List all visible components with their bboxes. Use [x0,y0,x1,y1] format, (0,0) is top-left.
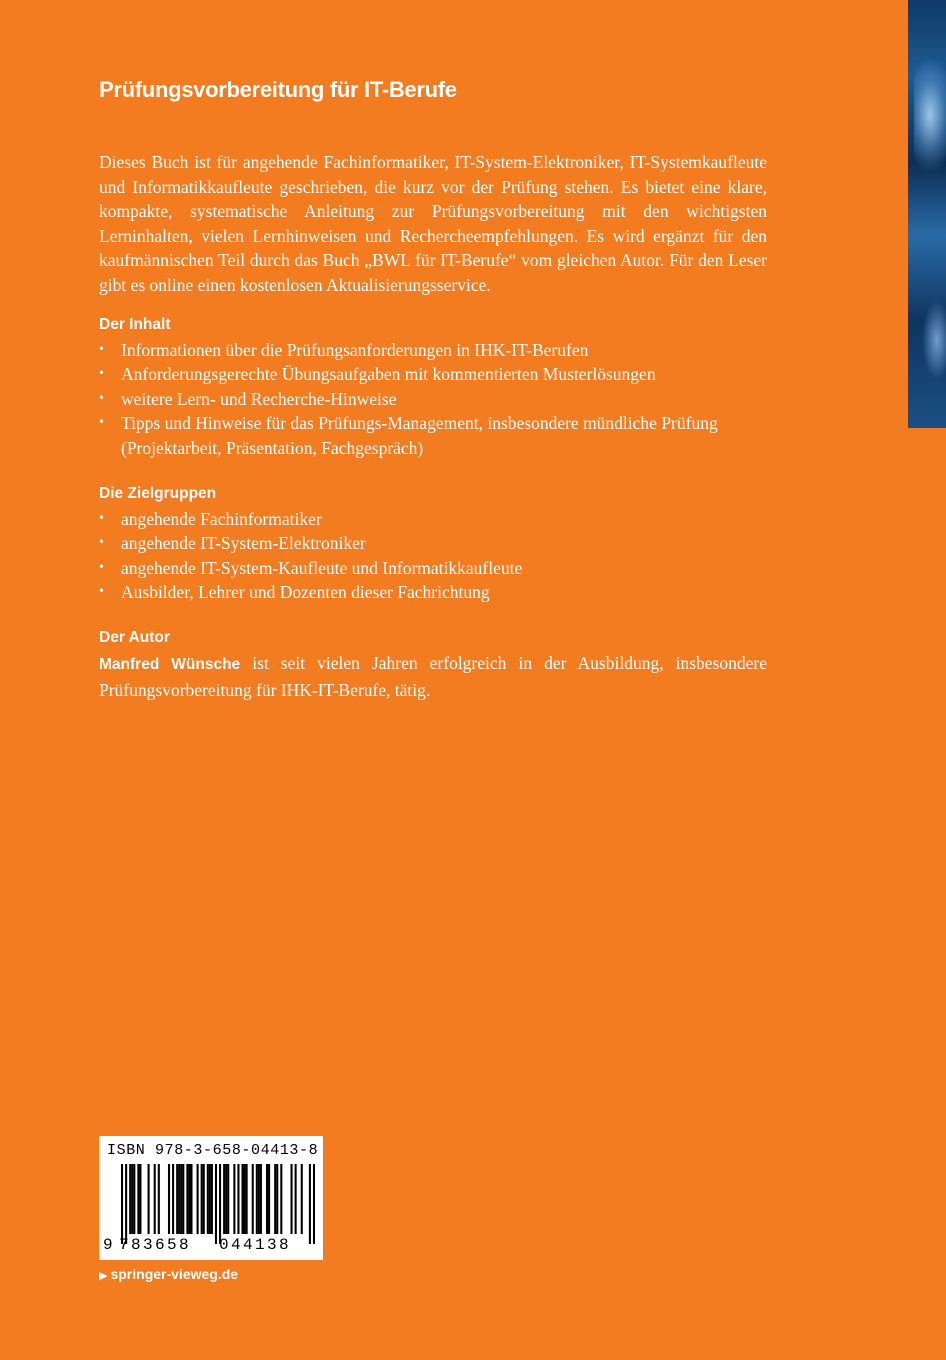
section-heading-autor: Der Autor [99,628,170,646]
back-cover-text [99,76,767,702]
list-item: • Anforderungsgerechte Übungsaufgaben mit kommentierten Musterlösungen [99,362,767,387]
arrow-right-icon: ▶ [99,1270,108,1282]
barcode-bar [276,1164,278,1234]
bullet-icon: • [99,510,104,526]
barcode-bar [268,1164,270,1234]
barcode-bar [158,1164,160,1234]
bullet-icon: • [99,584,104,600]
barcode-bar [201,1164,203,1234]
barcode-bar [197,1164,199,1234]
list-item: • Tipps und Hinweise für das Prüfungs-Management, insbesondere mündliche Prüfung (Projektarbeit, Präsentation, Fachgespräch) [99,413,718,458]
isbn-number: ISBN 978-3-658-04413-8 [107,1142,319,1159]
bullet-icon: • [99,366,104,382]
inhalt-list [99,338,767,461]
barcode-bar [280,1164,282,1234]
barcode-bar [266,1164,268,1234]
barcode-bar [203,1164,205,1234]
barcode-bar [237,1164,239,1234]
list-item: • Ausbilder, Lehrer und Dozenten dieser Fachrichtung [99,580,767,605]
barcode-bar [301,1164,303,1234]
section-heading-inhalt: Der Inhalt [99,315,171,333]
barcode-bar [188,1164,190,1234]
section-heading-zielgruppen: Die Zielgruppen [99,484,217,502]
barcode-bar [139,1164,141,1234]
bullet-icon: • [99,535,104,551]
list-item: • weitere Lern- und Recherche-Hinweise [99,387,767,412]
barcode-bar [154,1164,156,1234]
barcode-bar [219,1164,221,1244]
barcode-bar [241,1164,243,1234]
list-item: • angehende IT-System-Elektroniker [99,531,767,556]
barcode-bar [148,1164,150,1234]
barcode-bar [172,1164,174,1234]
barcode-bar [182,1164,184,1234]
cover-image-strip [908,0,946,428]
barcode-bar [313,1164,315,1244]
barcode-bar [178,1164,180,1234]
barcode-bar [176,1164,178,1234]
barcode-bar [215,1164,217,1244]
bullet-icon: • [99,390,104,406]
barcode-bar [260,1164,262,1234]
bullet-icon: • [99,415,104,431]
barcode-bar [290,1164,292,1234]
barcode-bar [223,1164,225,1234]
list-item: • angehende Fachinformatiker [99,507,767,532]
book-title: Prüfungsvorbereitung für IT-Berufe [99,77,457,102]
barcode-bar [207,1164,209,1234]
author-name: Manfred Wünsche [99,655,241,673]
book-description: Dieses Buch ist für angehende Fachinformatiker, IT-System-Elektroniker, IT-Systemkaufleute und Informatikkaufleute geschrieben, die kurz vor der Prüfung stehen. Es bietet eine klare, kompakte, systematische Anleitung zur Prüfungsvorbereitung mit den wichtigsten Lerninhalten, vielen Lernhinweisen und Rechercheempfehlungen. Es wird ergänzt für den kaufmännischen Teil durch das Buch „BWL für IT-Berufe“ vom gleichen Autor. Für den Leser gibt es online einen kostenlosen Aktualisierungsservice. [99,152,767,295]
bullet-icon: • [99,341,104,357]
publisher-link[interactable] [99,1266,238,1282]
barcode-bar [137,1164,139,1234]
list-item: • angehende IT-System-Kaufleute und Informatikkaufleute [99,556,767,581]
barcode-bar [168,1164,170,1234]
barcode-bar [211,1164,213,1234]
barcode-bar [190,1164,192,1234]
barcode-bar [233,1164,235,1234]
barcode-digits-right: 044138 [219,1236,292,1254]
author-bio-text: ist seit vielen Jahren erfolgreich in der Ausbildung, insbesondere Prüfungsvorbereitung für IHK-IT-Berufe, tätig. [99,652,767,700]
barcode-bar [121,1164,123,1244]
cover-image-glow [922,300,946,380]
barcode-bar [252,1164,254,1234]
barcode-bar [246,1164,248,1234]
barcode-bar [125,1164,127,1244]
zielgruppen-list [99,507,767,605]
barcode-bar [274,1164,276,1234]
barcode-bar [244,1164,246,1234]
barcode-digit-first: 9 [103,1236,116,1254]
barcode-bar [129,1164,131,1234]
isbn-barcode [99,1136,323,1260]
barcode-bars-icon [121,1164,315,1244]
barcode-digits [103,1236,319,1254]
list-item: • Informationen über die Prüfungsanforderungen in IHK-IT-Berufen [99,338,767,363]
barcode-digits-left: 783658 [119,1236,192,1254]
barcode-bar [131,1164,133,1234]
barcode-bar [180,1164,182,1234]
barcode-bar [258,1164,260,1234]
publisher-url: springer-vieweg.de [110,1266,239,1282]
barcode-bar [186,1164,188,1234]
author-bio [99,651,767,702]
barcode-bar [227,1164,229,1234]
barcode-bar [225,1164,227,1234]
barcode-bar [133,1164,135,1234]
barcode-bar [309,1164,311,1244]
cover-image-glow [914,60,946,170]
bullet-icon: • [99,559,104,575]
barcode-bar [209,1164,211,1234]
barcode-bar [295,1164,297,1234]
barcode-bar [256,1164,258,1234]
